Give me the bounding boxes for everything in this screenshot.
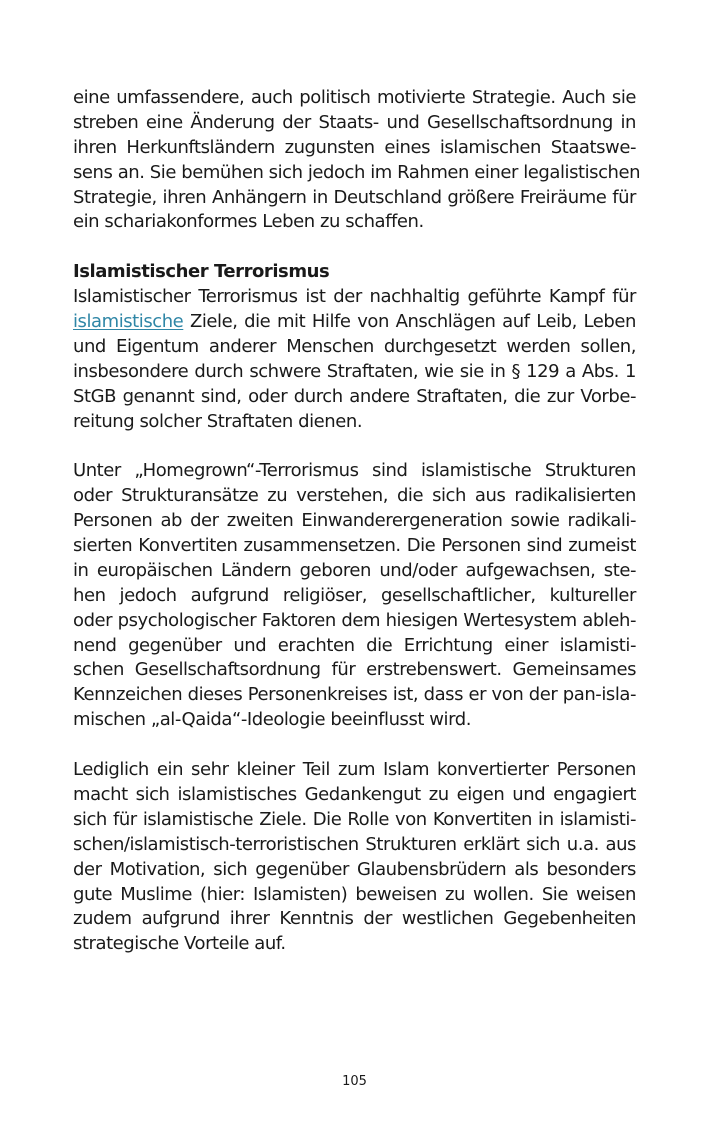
- text-line: Kennzeichen dieses Personenkreises ist, dass er von der pan-isla-: [73, 684, 636, 706]
- text-line: hen jedoch aufgrund religiöser, gesellschaftlicher, kultureller: [73, 584, 636, 606]
- text-line: insbesondere durch schwere Straftaten, wie sie in § 129 a Abs. 1: [73, 360, 636, 382]
- text-line: ihren Herkunftsländern zugunsten eines islamischen Staatswe-: [73, 136, 636, 158]
- text-line: StGB genannt sind, oder durch andere Straftaten, die zur Vorbe-: [73, 385, 636, 407]
- text-line: und Eigentum anderer Menschen durchgesetzt werden sollen,: [73, 335, 636, 357]
- text-line: in europäischen Ländern geboren und/oder aufgewachsen, ste-: [73, 559, 636, 581]
- paragraph-1: [73, 86, 641, 235]
- text-line: sens an. Sie bemühen sich jedoch im Rahmen einer legalistischen: [73, 161, 641, 183]
- paragraph-spacer: [73, 733, 636, 758]
- text-line: Unter „Homegrown“-Terrorismus sind islamistische Strukturen: [73, 460, 636, 482]
- text-line: sich für islamistische Ziele. Die Rolle von Konvertiten in islamisti-: [73, 808, 636, 830]
- text-line: mischen „al-Qaida“-Ideologie beeinflusst wird.: [73, 709, 471, 731]
- page-body: [73, 86, 641, 957]
- text-line: [73, 310, 636, 335]
- text-line: gute Muslime (hier: Islamisten) beweisen zu wollen. Sie weisen: [73, 883, 636, 905]
- text-line: Strategie, ihren Anhängern in Deutschland größere Freiräume für: [73, 186, 636, 208]
- text-line: schen/islamistisch-terroristischen Strukturen erklärt sich u.a. aus: [73, 833, 636, 855]
- paragraph-4: [73, 758, 636, 957]
- text-line: oder Strukturansätze zu verstehen, die sich aus radikalisierten: [73, 485, 636, 507]
- paragraph-2: [73, 285, 636, 434]
- text-line-rest: Ziele, die mit Hilfe von Anschlägen auf Leib, Leben: [183, 311, 636, 333]
- text-line: schen Gesellschaftsordnung für erstrebenswert. Gemeinsames: [73, 659, 636, 681]
- paragraph-spacer: [73, 434, 636, 459]
- text-line: nend gegenüber und erachten die Errichtung einer islamisti-: [73, 634, 636, 656]
- text-line: strategische Vorteile auf.: [73, 933, 286, 955]
- text-line: eine umfassendere, auch politisch motivierte Strategie. Auch sie: [73, 87, 636, 108]
- text-line: sierten Konvertiten zusammensetzen. Die Personen sind zumeist: [73, 535, 636, 557]
- text-line: ein schariakonformes Leben zu schaffen.: [73, 211, 424, 233]
- glossary-link-islamistische[interactable]: islamistische: [73, 311, 184, 333]
- paragraph-spacer: [73, 235, 636, 260]
- section-heading: Islamistischer Terrorismus: [73, 261, 330, 283]
- page-number: 105: [342, 1074, 367, 1089]
- text-line: Personen ab der zweiten Einwanderergeneration sowie radikali-: [73, 510, 636, 532]
- text-line: oder psychologischer Faktoren dem hiesigen Wertesystem ableh-: [73, 609, 636, 631]
- text-line: reitung solcher Straftaten dienen.: [73, 410, 363, 432]
- text-line: der Motivation, sich gegenüber Glaubensbrüdern als besonders: [73, 858, 636, 880]
- text-line: macht sich islamistisches Gedankengut zu eigen und engagiert: [73, 783, 636, 805]
- text-line: streben eine Änderung der Staats- und Gesellschaftsordnung in: [73, 111, 636, 133]
- paragraph-3: [73, 459, 636, 733]
- text-line: Islamistischer Terrorismus ist der nachhaltig geführte Kampf für: [73, 286, 636, 308]
- text-line: Lediglich ein sehr kleiner Teil zum Islam konvertierter Personen: [73, 759, 636, 781]
- text-line: zudem aufgrund ihrer Kenntnis der westlichen Gegebenheiten: [73, 908, 636, 930]
